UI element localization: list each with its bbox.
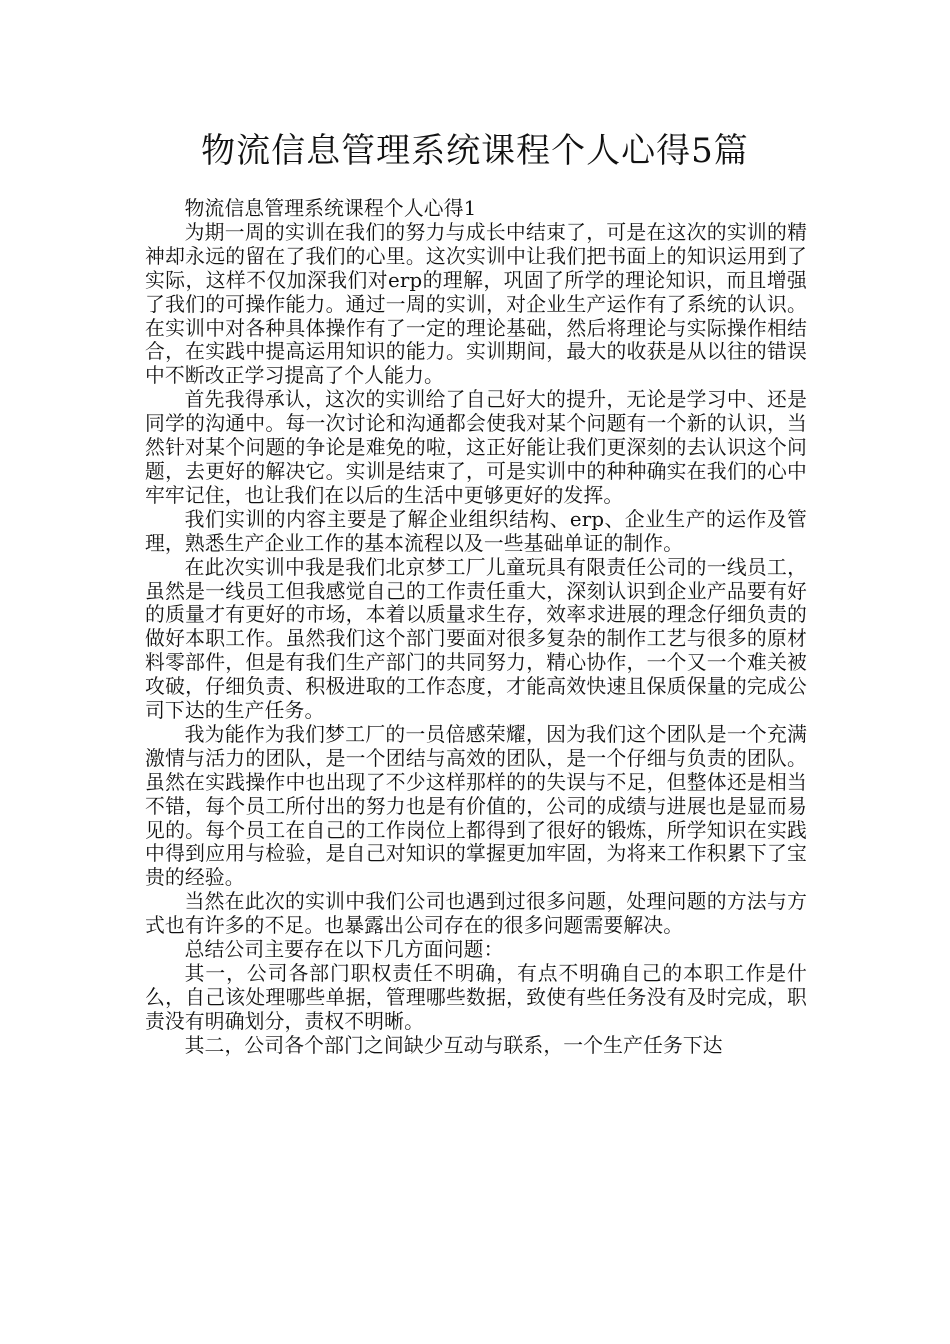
paragraph-7: 总结公司主要存在以下几方面问题： <box>184 938 504 962</box>
paragraph-5: 我为能作为我们梦工厂的一员倍感荣耀，因为我们这个团队是一个充满激情与活力的团队，是一个团结与高效的团队，是一个仔细与负责的团队。虽然在实践操作中也出现了不少这样那样的的失误与不足，但整体还是相当不错，每个员工所付出的努力也是有价值的，公司的成绩与进展也是显而易见的。每个员工在自己的工作岗位上都得到了很好的锻炼，所学知识在实践中得到应用与检验，是自己对知识的掌握更加牢固，为将来工作积累下了宝贵的经验。 <box>145 722 807 890</box>
paragraph-6: 当然在此次的实训中我们公司也遇到过很多问题，处理问题的方法与方式也有许多的不足。也暴露出公司存在的很多问题需要解决。 <box>145 890 807 938</box>
paragraph-1: 为期一周的实训在我们的努力与成长中结束了，可是在这次的实训的精神却永远的留在了我们的心里。这次实训中让我们把书面上的知识运用到了实际，这样不仅加深我们对erp的理解，巩固了所学的理论知识，而且增强了我们的可操作能力。通过一周的实训，对企业生产运作有了系统的认识。在实训中对各种具体操作有了一定的理论基础，然后将理论与实际操作相结合，在实践中提高运用知识的能力。实训期间，最大的收获是从以往的错误中不断改正学习提高了个人能力。 <box>145 220 807 388</box>
document-body <box>145 197 807 1058</box>
document-title: 物流信息管理系统课程个人心得5篇 <box>201 131 749 171</box>
paragraph-4: 在此次实训中我是我们北京梦工厂儿童玩具有限责任公司的一线员工，虽然是一线员工但我感觉自己的工作责任重大，深刻认识到企业产品要有好的质量才有更好的市场，本着以质量求生存，效率求进展的理念仔细负责的做好本职工作。虽然我们这个部门要面对很多复杂的制作工艺与很多的原材料零部件，但是有我们生产部门的共同努力，精心协作，一个又一个难关被攻破，仔细负责、积极进取的工作态度，才能高效快速且保质保量的完成公司下达的生产任务。 <box>145 555 807 723</box>
section-heading: 物流信息管理系统课程个人心得1 <box>184 197 477 220</box>
paragraph-9: 其二，公司各个部门之间缺少互动与联系，一个生产任务下达 <box>184 1033 723 1057</box>
paragraph-8: 其一，公司各部门职权责任不明确，有点不明确自己的本职工作是什么，自己该处理哪些单据，管理哪些数据，致使有些任务没有及时完成，职责没有明确划分，责权不明晰。 <box>145 962 807 1033</box>
paragraph-2: 首先我得承认，这次的实训给了自己好大的提升，无论是学习中、还是同学的沟通中。每一次讨论和沟通都会使我对某个问题有一个新的认识，当然针对某个问题的争论是难免的啦，这正好能让我们更深刻的去认识这个问题，去更好的解决它。实训是结束了，可是实训中的种种确实在我们的心中牢牢记住，也让我们在以后的生活中更够更好的发挥。 <box>145 388 807 507</box>
paragraph-3: 我们实训的内容主要是了解企业组织结构、erp、企业生产的运作及管理，熟悉生产企业工作的基本流程以及一些基础单证的制作。 <box>145 507 807 555</box>
